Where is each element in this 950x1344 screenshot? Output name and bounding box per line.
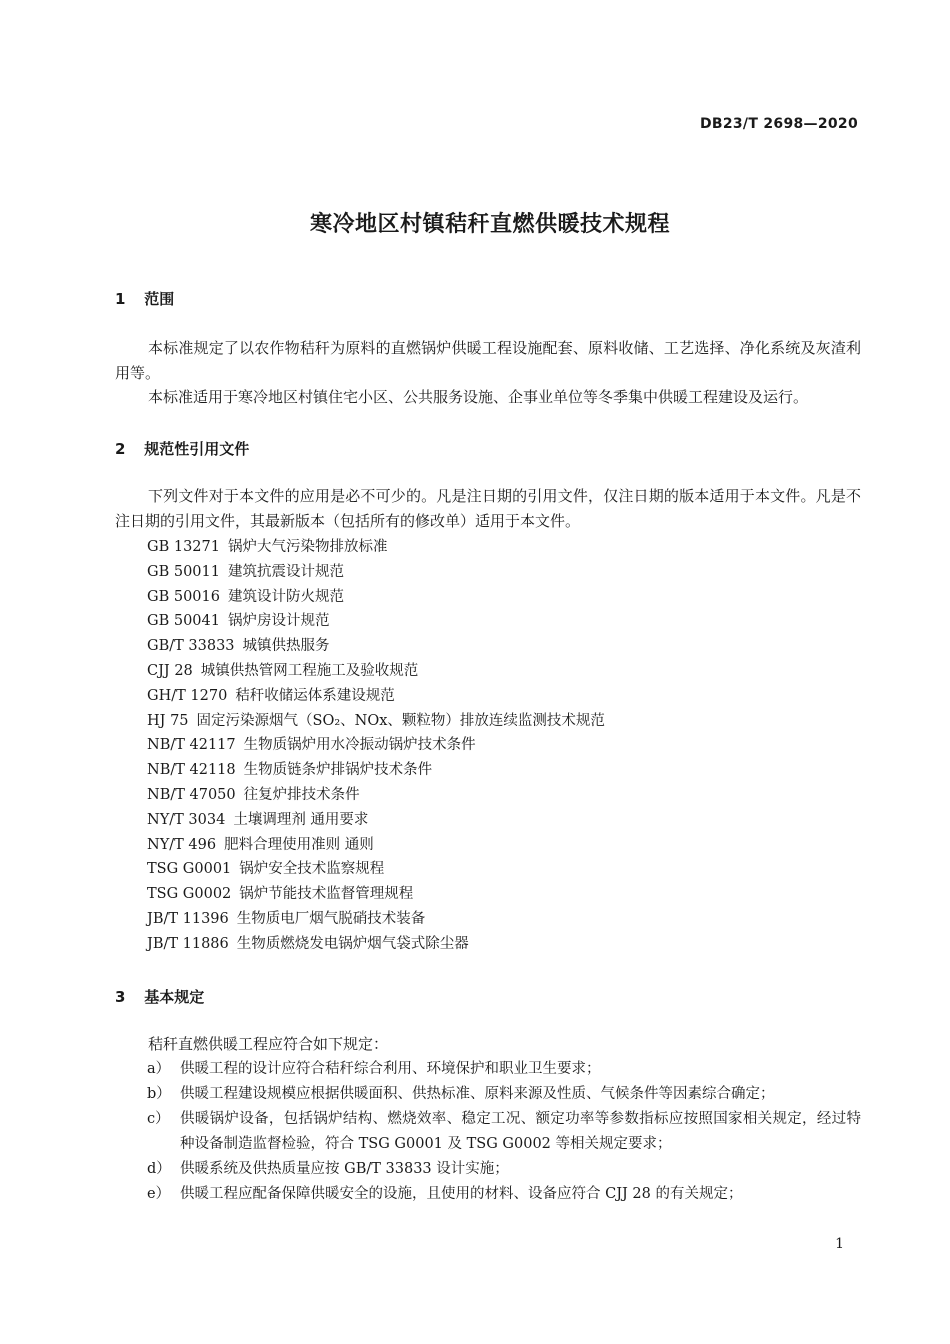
reference-item <box>147 659 605 684</box>
reference-title: 固定污染源烟气（SO₂、NOx、颗粒物）排放连续监测技术规范 <box>196 712 605 729</box>
reference-list <box>147 535 605 957</box>
reference-title: 城镇供热服务 <box>242 638 330 655</box>
reference-code: GB 50016 <box>147 588 220 605</box>
reference-title: 生物质燃烧发电锅炉烟气袋式除尘器 <box>236 935 469 952</box>
reference-item <box>147 560 605 585</box>
reference-title: 城镇供热管网工程施工及验收规范 <box>200 662 419 679</box>
reference-item <box>147 709 605 734</box>
item-text: 供暖工程应配备保障供暖安全的设施，且使用的材料、设备应符合 CJJ 28 的有关规定； <box>180 1186 743 1202</box>
reference-item <box>147 907 605 932</box>
reference-title: 生物质锅炉用水冷振动锅炉技术条件 <box>243 737 476 754</box>
reference-title: 生物质电厂烟气脱硝技术装备 <box>236 910 426 927</box>
reference-code: GB/T 33833 <box>147 638 235 655</box>
section-2-heading <box>115 438 249 459</box>
reference-item <box>147 634 605 659</box>
reference-title: 建筑抗震设计规范 <box>227 563 344 580</box>
item-text: 供暖系统及供热质量应按 GB/T 33833 设计实施； <box>180 1161 509 1177</box>
requirement-item <box>147 1182 861 1207</box>
reference-code: TSG G0001 <box>147 861 232 878</box>
item-text: 供暖工程的设计应符合秸秆综合利用、环境保护和职业卫生要求； <box>180 1061 601 1077</box>
requirement-item <box>147 1082 861 1107</box>
scope-paragraph-1: 本标准规定了以农作物秸秆为原料的直燃锅炉供暖工程设施配套、原料收储、工艺选择、净化系统及灰渣利用等。 <box>115 339 861 382</box>
section-number: 1 <box>115 290 126 308</box>
reference-item <box>147 857 605 882</box>
reference-item <box>147 783 605 808</box>
reference-code: JB/T 11396 <box>147 910 229 927</box>
requirements-list <box>147 1057 861 1207</box>
reference-item <box>147 684 605 709</box>
reference-title: 肥料合理使用准则 通则 <box>224 836 374 853</box>
reference-code: NY/T 496 <box>147 836 217 853</box>
scope-paragraph-2: 本标准适用于寒冷地区村镇住宅小区、公共服务设施、企事业单位等冬季集中供暖工程建设及运行。 <box>148 388 809 406</box>
reference-code: HJ 75 <box>147 712 189 729</box>
reference-title: 往复炉排技术条件 <box>243 786 360 803</box>
reference-code: GB 50041 <box>147 613 220 630</box>
reference-title: 锅炉节能技术监督管理规程 <box>239 886 414 903</box>
item-marker: a） <box>147 1061 171 1077</box>
reference-code: NB/T 42118 <box>147 762 236 779</box>
reference-item <box>147 758 605 783</box>
document-title: 寒冷地区村镇秸秆直燃供暖技术规程 <box>309 212 670 237</box>
section-number: 3 <box>115 988 126 1006</box>
page-number: 1 <box>835 1236 844 1252</box>
item-text: 供暖锅炉设备，包括锅炉结构、燃烧效率、稳定工况、额定功率等参数指标应按照国家相关规定，经过特种设备制造监督检验，符合 TSG G0001 及 TSG G0002 等相关规定要求； <box>180 1111 861 1152</box>
references-intro: 下列文件对于本文件的应用是必不可少的。凡是注日期的引用文件，仅注日期的版本适用于本文件。凡是不注日期的引用文件，其最新版本（包括所有的修改单）适用于本文件。 <box>115 487 861 530</box>
reference-title: 锅炉大气污染物排放标准 <box>227 539 388 555</box>
reference-item <box>147 808 605 833</box>
reference-code: NB/T 42117 <box>147 737 236 754</box>
reference-code: JB/T 11886 <box>147 935 229 952</box>
reference-code: NB/T 47050 <box>147 786 236 803</box>
section-title: 范围 <box>144 290 175 308</box>
item-marker: e） <box>147 1186 171 1202</box>
reference-item <box>147 733 605 758</box>
reference-item <box>147 882 605 907</box>
reference-title: 土壤调理剂 通用要求 <box>233 811 369 828</box>
reference-item <box>147 535 605 560</box>
reference-title: 生物质链条炉排锅炉技术条件 <box>243 762 433 779</box>
requirements-intro: 秸秆直燃供暖工程应符合如下规定： <box>148 1035 389 1053</box>
reference-title: 锅炉安全技术监察规程 <box>239 861 385 878</box>
reference-item <box>147 609 605 634</box>
item-marker: d） <box>147 1161 171 1177</box>
requirement-item <box>147 1057 861 1082</box>
item-marker: c） <box>147 1111 170 1127</box>
reference-item <box>147 585 605 610</box>
reference-code: TSG G0002 <box>147 886 232 903</box>
section-title: 规范性引用文件 <box>144 440 250 458</box>
reference-item <box>147 932 605 957</box>
requirement-item <box>147 1107 861 1157</box>
reference-code: GB 50011 <box>147 563 220 580</box>
item-text: 供暖工程建设规模应根据供暖面积、供热标准、原料来源及性质、气候条件等因素综合确定； <box>180 1086 775 1102</box>
item-marker: b） <box>147 1086 171 1102</box>
standard-code: DB23/T 2698—2020 <box>699 116 858 132</box>
reference-title: 秸秆收储运体系建设规范 <box>235 687 395 704</box>
reference-code: NY/T 3034 <box>147 811 226 828</box>
section-number: 2 <box>115 440 126 458</box>
reference-title: 建筑设计防火规范 <box>227 588 344 605</box>
reference-title: 锅炉房设计规范 <box>227 613 330 630</box>
reference-item <box>147 833 605 858</box>
section-3-heading <box>115 986 204 1007</box>
reference-code: CJJ 28 <box>147 662 193 679</box>
section-1-heading <box>115 288 174 309</box>
reference-code: GH/T 1270 <box>147 687 228 704</box>
requirement-item <box>147 1157 861 1182</box>
section-title: 基本规定 <box>144 988 205 1006</box>
reference-code: GB 13271 <box>147 539 220 555</box>
